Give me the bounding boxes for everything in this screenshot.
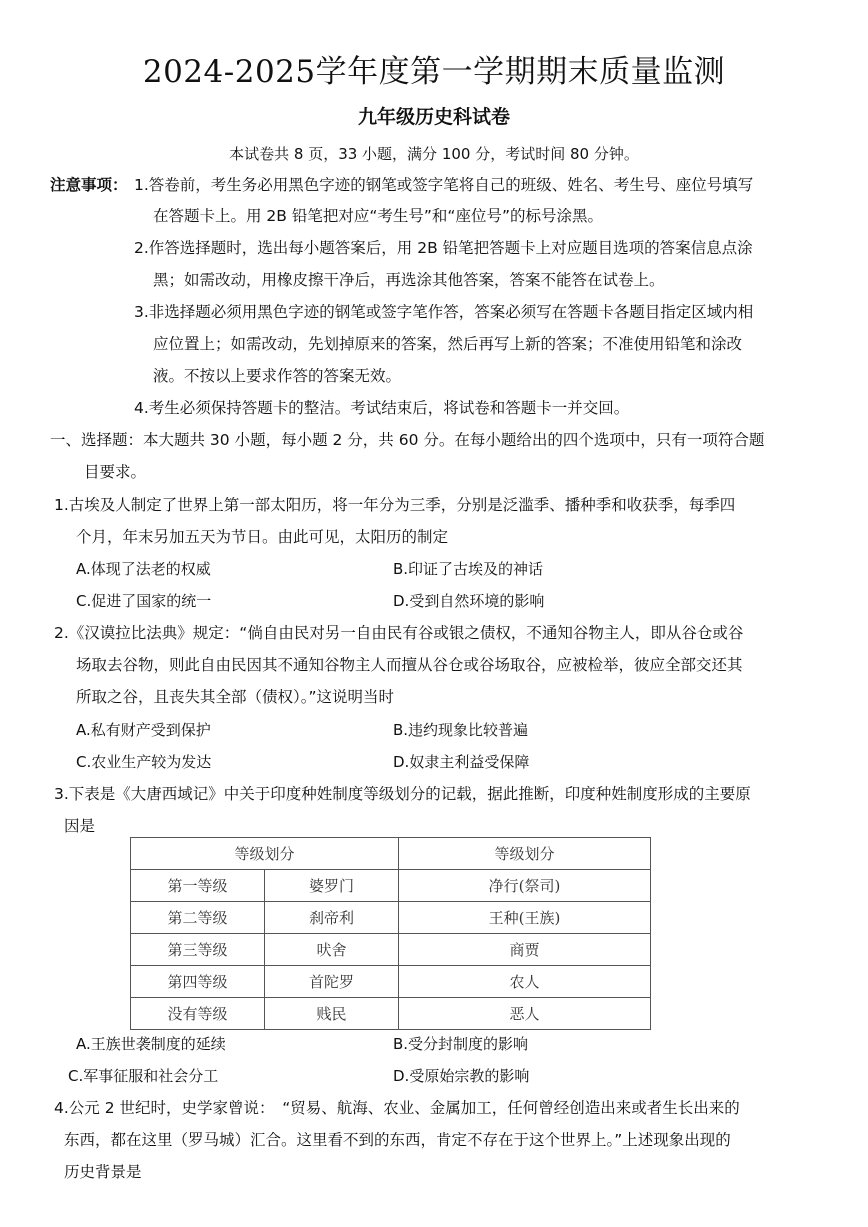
table-row: [131, 998, 651, 1030]
section-heading-line-1: 一、选择题：本大题共 30 小题，每小题 2 分，共 60 分。在每小题给出的四个选项中，只有一项符合题: [50, 431, 765, 449]
question-2-line-3: 所取之谷，且丧失其全部（债权）。”这说明当时: [76, 688, 395, 706]
notice-item-3-line-1: 3.非选择题必须用黑色字迹的钢笔或签字笔作答，答案必须写在答题卡各题目指定区域内相: [134, 303, 754, 321]
exam-info: 本试卷共 8 页，33 小题，满分 100 分，考试时间 80 分钟。: [229, 145, 639, 163]
question-2-option-d[interactable]: D.奴隶主利益受保障: [393, 753, 530, 771]
notice-item-1-line-2: 在答题卡上。用 2B 铅笔把对应“考生号”和“座位号”的标号涂黑。: [153, 207, 603, 225]
notice-item-3-line-3: 液。不按以上要求作答的答案无效。: [153, 367, 402, 385]
notice-label: 注意事项：: [50, 176, 128, 194]
section-heading-line-2: 目要求。: [84, 463, 147, 481]
question-4-line-2: 东西，都在这里（罗马城）汇合。这里看不到的东西，肯定不存在于这个世界上。”上述现象出现的: [64, 1131, 731, 1149]
question-3-line-2: 因是: [64, 817, 96, 835]
question-3-option-c[interactable]: C.军事征服和社会分工: [68, 1067, 219, 1085]
table-row: [131, 902, 651, 934]
question-2-option-b[interactable]: B.违约现象比较普遍: [393, 721, 529, 739]
table-cell: 恶人: [399, 998, 651, 1030]
caste-table: [130, 837, 651, 1030]
table-row: [131, 870, 651, 902]
table-header-cell: 等级划分: [131, 838, 399, 870]
table-cell: 第四等级: [131, 966, 265, 998]
table-cell: 吠舍: [265, 934, 399, 966]
question-2-option-a[interactable]: A.私有财产受到保护: [76, 721, 211, 739]
question-4-line-3: 历史背景是: [64, 1163, 142, 1181]
table-cell: 婆罗门: [265, 870, 399, 902]
exam-subtitle: 九年级历史科试卷: [357, 106, 510, 128]
question-1-line-1: 1.古埃及人制定了世界上第一部太阳历，将一年分为三季，分别是泛滥季、播种季和收获季，每季四: [54, 496, 736, 514]
table-cell: 首陀罗: [265, 966, 399, 998]
question-3-option-b[interactable]: B.受分封制度的影响: [393, 1035, 529, 1053]
question-1-option-a[interactable]: A.体现了法老的权威: [76, 560, 211, 578]
table-cell: 第一等级: [131, 870, 265, 902]
table-cell: 第三等级: [131, 934, 265, 966]
question-1-line-2: 个月，年末另加五天为节日。由此可见，太阳历的制定: [76, 528, 449, 546]
table-row: [131, 934, 651, 966]
notice-item-4-line-1: 4.考生必须保持答题卡的整洁。考试结束后，将试卷和答题卡一并交回。: [134, 399, 630, 417]
table-cell: 第二等级: [131, 902, 265, 934]
table-cell: 刹帝利: [265, 902, 399, 934]
question-2-option-c[interactable]: C.农业生产较为发达: [76, 753, 212, 771]
question-1-option-c[interactable]: C.促进了国家的统一: [76, 592, 212, 610]
question-3-option-d[interactable]: D.受原始宗教的影响: [393, 1067, 530, 1085]
question-2-line-1: 2.《汉谟拉比法典》规定：“倘自由民对另一自由民有谷或银之债权，不通知谷物主人，即从谷仓或谷: [54, 624, 744, 642]
question-3-option-a[interactable]: A.王族世袭制度的延续: [76, 1035, 226, 1053]
table-cell: 农人: [399, 966, 651, 998]
table-cell: 净行(祭司): [399, 870, 651, 902]
exam-title: 2024-2025学年度第一学期期末质量监测: [142, 54, 726, 90]
question-3-line-1: 3.下表是《大唐西域记》中关于印度种姓制度等级划分的记载，据此推断，印度种姓制度形成的主要原: [54, 785, 751, 803]
notice-item-2-line-2: 黑；如需改动，用橡皮擦干净后，再选涂其他答案，答案不能答在试卷上。: [153, 271, 665, 289]
table-row: [131, 966, 651, 998]
notice-item-1-line-1: 1.答卷前，考生务必用黑色字迹的钢笔或签字笔将自己的班级、姓名、考生号、座位号填写: [134, 176, 754, 194]
table-cell: 没有等级: [131, 998, 265, 1030]
question-1-option-d[interactable]: D.受到自然环境的影响: [393, 592, 545, 610]
table-cell: 商贾: [399, 934, 651, 966]
question-4-line-1: 4.公元 2 世纪时，史学家曾说： “贸易、航海、农业、金属加工，任何曾经创造出来或者生长出来的: [54, 1099, 740, 1117]
table-header-cell: 等级划分: [399, 838, 651, 870]
notice-item-3-line-2: 应位置上；如需改动，先划掉原来的答案，然后再写上新的答案；不准使用铅笔和涂改: [153, 335, 743, 353]
question-2-line-2: 场取去谷物，则此自由民因其不通知谷物主人而擅从谷仓或谷场取谷，应被检举，彼应全部交还其: [76, 656, 743, 674]
table-cell: 贱民: [265, 998, 399, 1030]
table-cell: 王种(王族): [399, 902, 651, 934]
question-1-option-b[interactable]: B.印证了古埃及的神话: [393, 560, 544, 578]
notice-item-2-line-1: 2.作答选择题时，选出每小题答案后，用 2B 铅笔把答题卡上对应题目选项的答案信息点涂: [134, 239, 753, 257]
table-header-row: [131, 838, 651, 870]
